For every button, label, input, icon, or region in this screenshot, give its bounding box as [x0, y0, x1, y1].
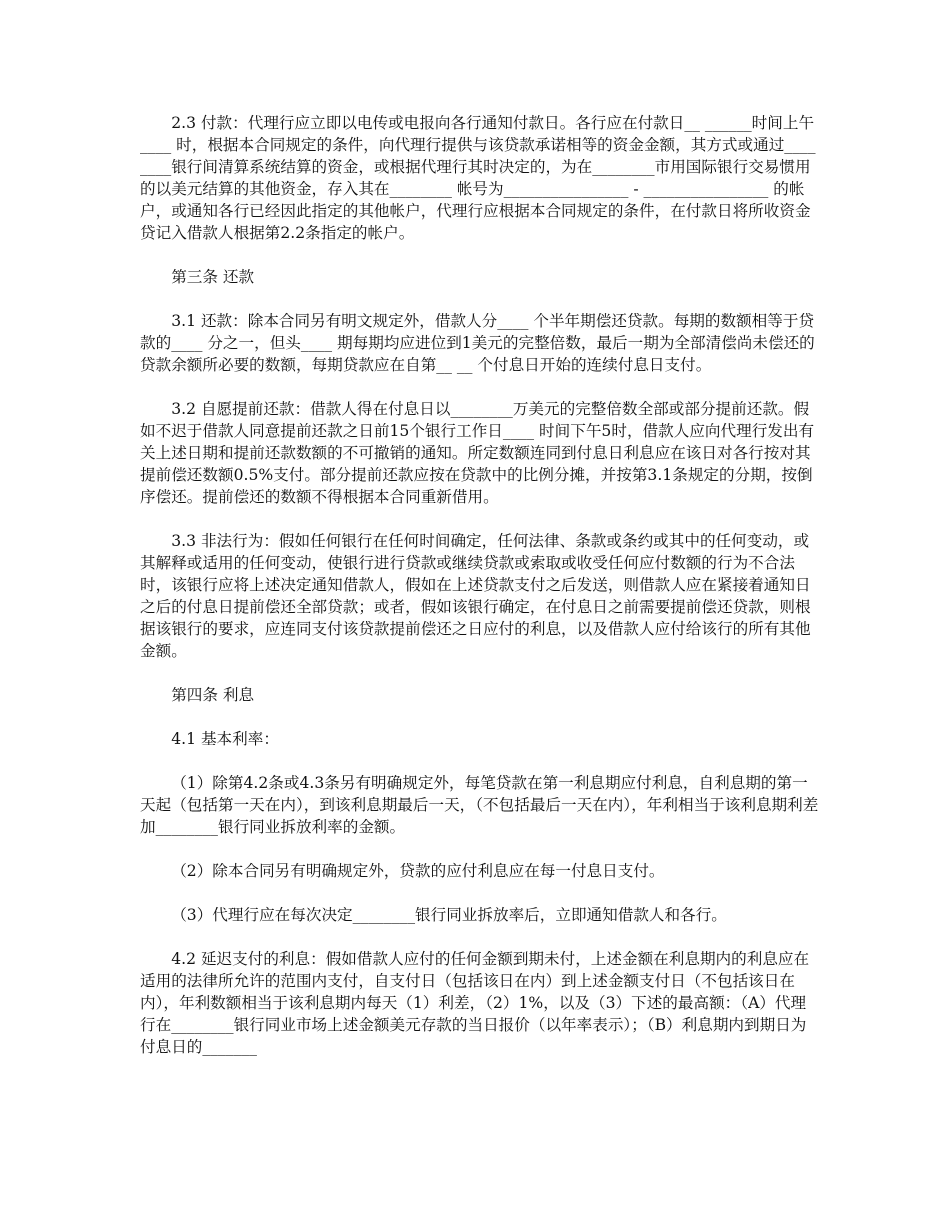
clause-2-3-payment: 2.3 付款：代理行应立即以电传或电报向各行通知付款日。各行应在付款日__ ______时间上午____ 时，根据本合同规定的条件，向代理行提供与该贷款承诺相等的资金金额，其方式或通过________银行间清算系统结算的资金，或根据代理行其时决定的，为在________市用国际银行交易惯用的以美元结算的其他资金，存入其在________ 帐号为________________ - ________________ 的帐户，或通知各行已经因此指定的其他帐户，代理行应根据本合同规定的条件，在付款日将所收资金贷记入借款人根据第2.2条指定的帐户。	[140, 114, 816, 242]
clause-3-1-repayment: 3.1 还款：除本合同另有明文规定外，借款人分____ 个半年期偿还贷款。每期的数额相等于贷款的____ 分之一，但头____ 期每期均应进位到1美元的完整倍数，最后一期为全部清偿尚未偿还的贷款余额所必要的数额，每期贷款应在自第__ __ 个付息日开始的连续付息日支付。	[140, 312, 815, 374]
clause-4-1-heading: 4.1 基本利率：	[171, 730, 279, 748]
document-page	[140, 112, 820, 1058]
clause-4-1-item-2: （2）除本合同另有明确规定外，贷款的应付利息应在每一付息日支付。	[171, 862, 665, 880]
clause-4-1-item-1: （1）除第4.2条或4.3条另有明确规定外，每笔贷款在第一利息期应付利息，自利息期的第一天起（包括第一天在内），到该利息期最后一天，（不包括最后一天在内），年利相当于该利息期利差加________银行同业拆放利率的金额。	[140, 774, 819, 836]
clause-4-2-late-interest: 4.2 延迟支付的利息：假如借款人应付的任何金额到期未付，上述金额在利息期内的利息应在适用的法律所允许的范围内支付，自支付日（包括该日在内）到上述金额支付日（不包括该日在内），年利数额相当于该利息期内每天（1）利差，（2）1%，以及（3）下述的最高额：（A）代理行在________银行同业市场上述金额美元存款的当日报价（以年率表示）；（B）利息期内到期日为付息日的_______	[140, 950, 810, 1056]
article-4-heading: 第四条 利息	[171, 686, 255, 704]
clause-3-3-illegality: 3.3 非法行为：假如任何银行在任何时间确定，任何法律、条款或条约或其中的任何变动，或其解释或适用的任何变动，使银行进行贷款或继续贷款或索取或收受任何应付数额的行为不合法时，该银行应将上述决定通知借款人，假如在上述贷款支付之后发送，则借款人应在紧接着通知日之后的付息日提前偿还全部贷款；或者，假如该银行确定，在付息日之前需要提前偿还贷款，则根据该银行的要求，应连同支付该贷款提前偿还之日应付的利息，以及借款人应付给该行的所有其他金额。	[140, 532, 811, 660]
clause-3-2-voluntary-prepayment: 3.2 自愿提前还款：借款人得在付息日以________万美元的完整倍数全部或部分提前还款。假如不迟于借款人同意提前还款之日前15个银行工作日____ 时间下午5时，借款人应向代理行发出有关上述日期和提前还款数额的不可撤销的通知。所定数额连同到付息日利息应在该日对各行按对其提前偿还数额0.5%支付。部分提前还款应按在贷款中的比例分摊，并按第3.1条规定的分期，按倒序偿还。提前偿还的数额不得根据本合同重新借用。	[140, 400, 815, 506]
clause-4-1-item-3: （3）代理行应在每次决定________银行同业拆放率后，立即通知借款人和各行。	[171, 906, 727, 924]
article-3-heading: 第三条 还款	[171, 268, 255, 286]
